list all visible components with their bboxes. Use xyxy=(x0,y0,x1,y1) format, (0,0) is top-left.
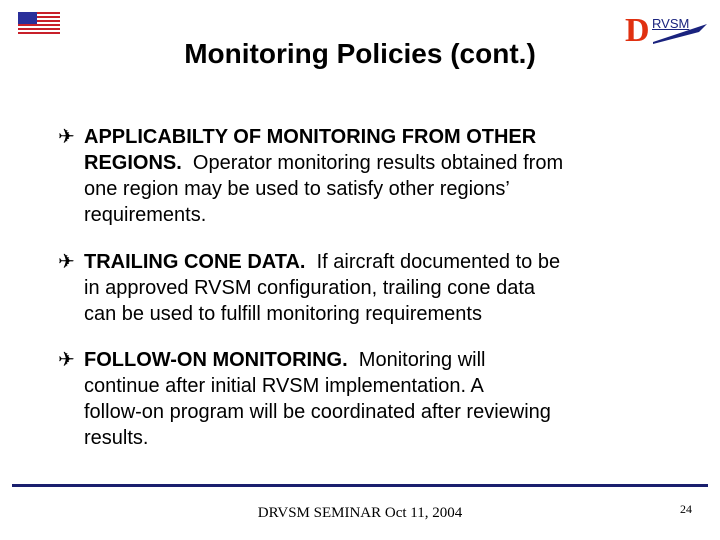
us-flag-icon xyxy=(18,12,60,35)
bullet-heading: FOLLOW-ON MONITORING. xyxy=(84,349,348,371)
slide-title xyxy=(0,38,720,70)
bullet-heading: APPLICABILTY OF MONITORING FROM OTHER xyxy=(84,126,537,148)
bullet-text: results. xyxy=(84,427,149,449)
drvsm-logo xyxy=(625,14,710,50)
bullet-text: continue after initial RVSM implementation. A xyxy=(84,375,484,397)
bullet-text: can be used to fulfill monitoring requirements xyxy=(84,303,482,325)
airplane-icon: ✈ xyxy=(58,349,75,371)
footer-divider xyxy=(12,484,708,487)
bullet-follow-on xyxy=(58,347,551,451)
bullet-text: in approved RVSM configuration, trailing cone data xyxy=(84,277,536,299)
bullet-trailing-cone xyxy=(58,249,560,327)
bullet-text: If aircraft documented to be xyxy=(316,251,561,273)
bullet-text: Monitoring will xyxy=(358,349,486,371)
logo-letter: D xyxy=(625,12,650,49)
bullet-applicability xyxy=(58,124,563,228)
page-number: 24 xyxy=(680,502,692,516)
bullet-heading: TRAILING CONE DATA. xyxy=(84,251,306,273)
bullet-text: requirements. xyxy=(84,204,207,226)
bullet-heading-cont: REGIONS. xyxy=(84,152,182,174)
bullet-text: follow-on program will be coordinated after reviewing xyxy=(84,401,551,423)
airplane-icon: ✈ xyxy=(58,126,75,148)
logo-text: RVSM xyxy=(652,16,690,31)
bullet-text: Operator monitoring results obtained from xyxy=(192,152,564,174)
footer-text: DRVSM SEMINAR Oct 11, 2004 xyxy=(257,505,463,521)
bullet-text: one region may be used to satisfy other regions’ xyxy=(84,178,510,200)
title-text: Monitoring Policies (cont.) xyxy=(184,38,536,69)
airplane-icon: ✈ xyxy=(58,251,75,273)
